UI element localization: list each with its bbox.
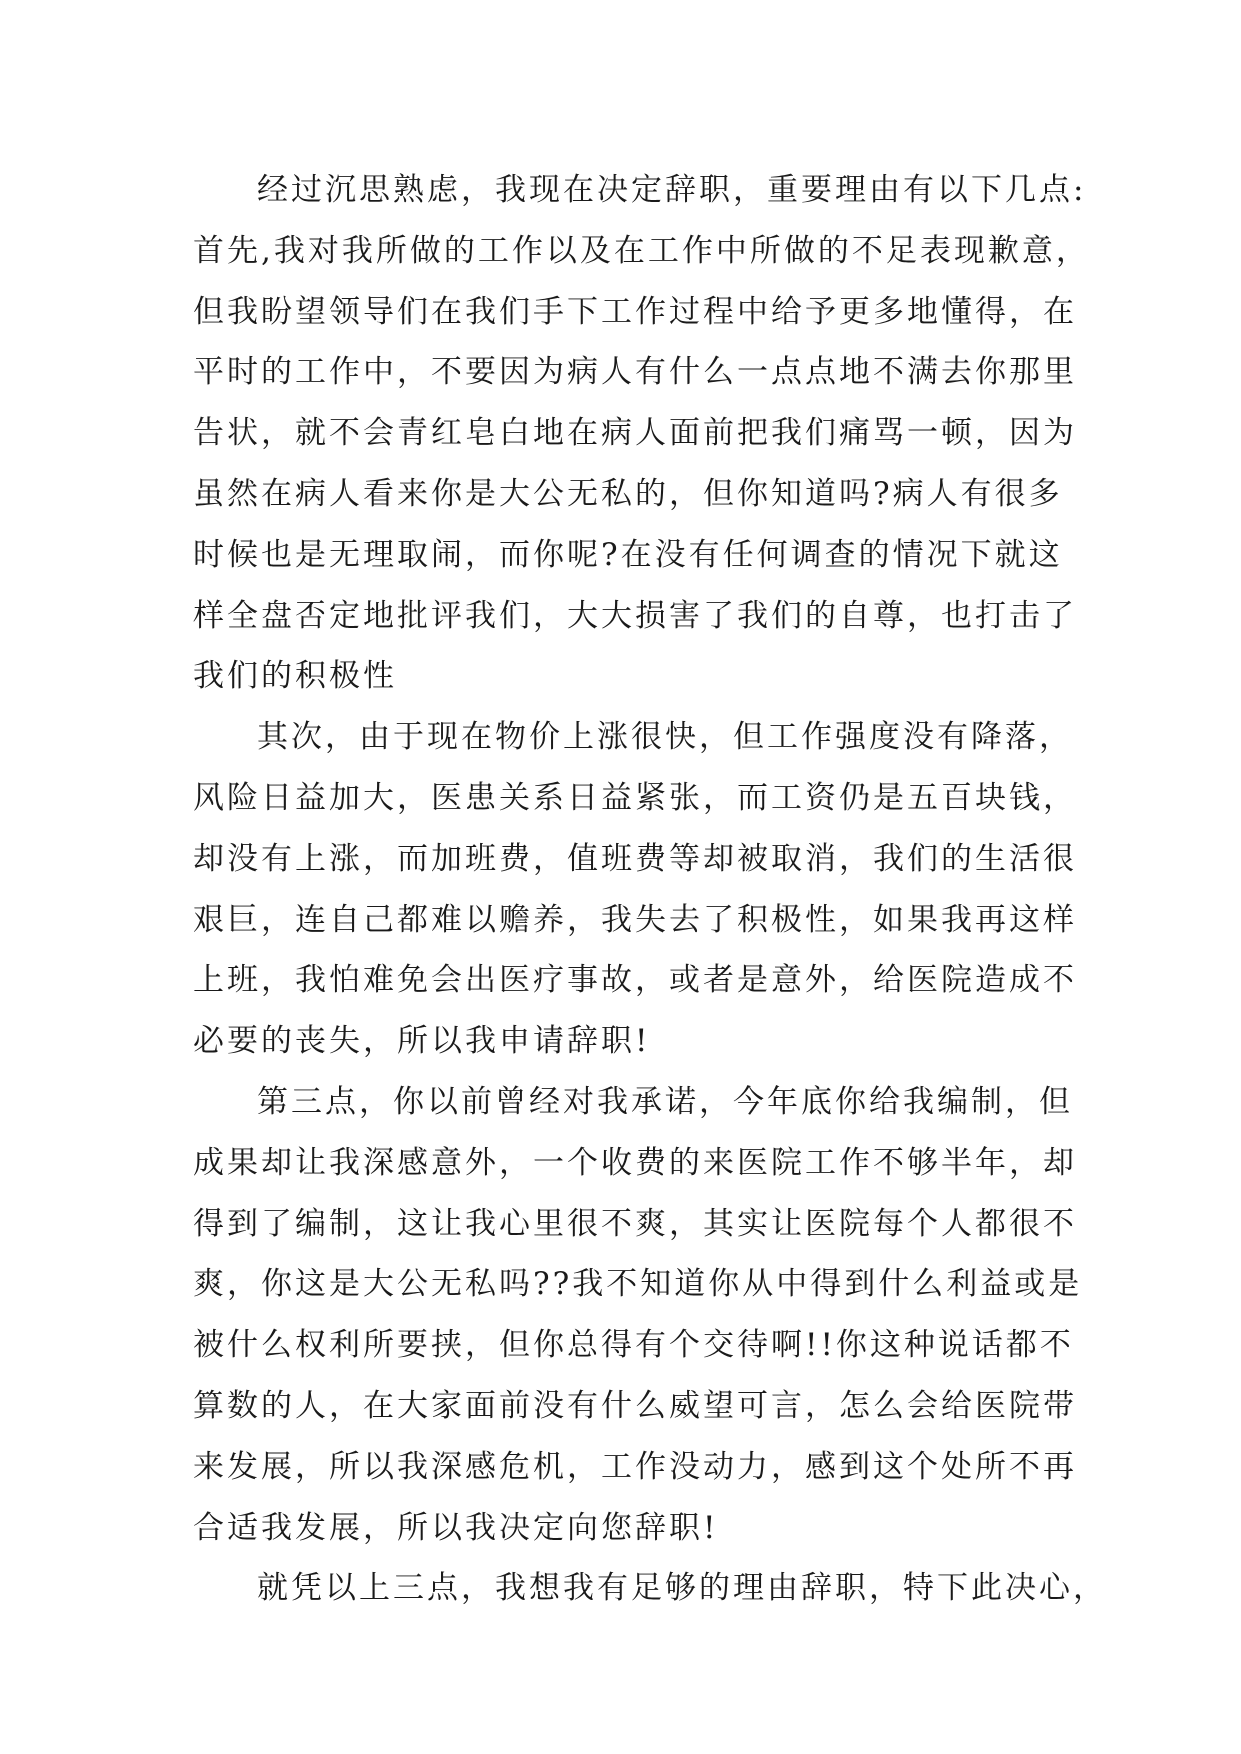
text-line: 必要的丧失，所以我申请辞职!: [193, 1023, 651, 1060]
text-line: 却没有上涨，而加班费，值班费等却被取消，我们的生活很: [193, 840, 1077, 877]
paragraph-1: [193, 160, 1093, 707]
text-line: 平时的工作中，不要因为病人有什么一点点地不满去你那里: [193, 354, 1077, 391]
text-line: 得到了编制，这让我心里很不爽，其实让医院每个人都很不: [193, 1205, 1077, 1242]
text-line: 就凭以上三点，我想我有足够的理由辞职，特下此决心，: [257, 1570, 1107, 1607]
text-line: 样全盘否定地批评我们，大大损害了我们的自尊，也打击了: [193, 597, 1077, 634]
text-line: 爽，你这是大公无私吗??我不知道你从中得到什么利益或是: [193, 1266, 1083, 1303]
text-line: 时候也是无理取闹，而你呢?在没有任何调查的情况下就这: [193, 536, 1063, 573]
text-line: 来发展，所以我深感危机，工作没动力，感到这个处所不再: [193, 1448, 1077, 1485]
text-line: 算数的人，在大家面前没有什么威望可言，怎么会给医院带: [193, 1387, 1077, 1424]
text-line: 第三点，你以前曾经对我承诺，今年底你给我编制，但: [257, 1083, 1073, 1120]
text-line: 合适我发展，所以我决定向您辞职!: [193, 1509, 719, 1546]
text-line: 告状，就不会青红皂白地在病人面前把我们痛骂一顿，因为: [193, 415, 1077, 452]
paragraph-2: [193, 707, 1093, 1072]
text-line: 虽然在病人看来你是大公无私的，但你知道吗?病人有很多: [193, 475, 1063, 512]
text-line: 艰巨，连自己都难以赡养，我失去了积极性，如果我再这样: [193, 901, 1077, 938]
text-line: 风险日益加大，医患关系日益紧张，而工资仍是五百块钱，: [193, 779, 1077, 816]
text-line: 经过沉思熟虑，我现在决定辞职，重要理由有以下几点:: [257, 172, 1087, 208]
text-line: 上班，我怕难免会出医疗事故，或者是意外，给医院造成不: [193, 962, 1077, 999]
text-line: 成果却让我深感意外，一个收费的来医院工作不够半年，却: [193, 1144, 1077, 1181]
paragraph-4: [193, 1558, 1107, 1619]
text-line: 其次，由于现在物价上涨很快，但工作强度没有降落，: [257, 719, 1073, 756]
text-line: 被什么权利所要挟，但你总得有个交待啊!!你这种说话都不: [193, 1327, 1074, 1364]
text-line: 我们的积极性: [193, 658, 397, 695]
text-line: 首先,我对我所做的工作以及在工作中所做的不足表现歉意，: [193, 232, 1090, 269]
text-line: 但我盼望领导们在我们手下工作过程中给予更多地懂得，在: [193, 293, 1077, 330]
paragraph-3: [193, 1072, 1093, 1558]
letter-body: [193, 160, 1107, 1619]
